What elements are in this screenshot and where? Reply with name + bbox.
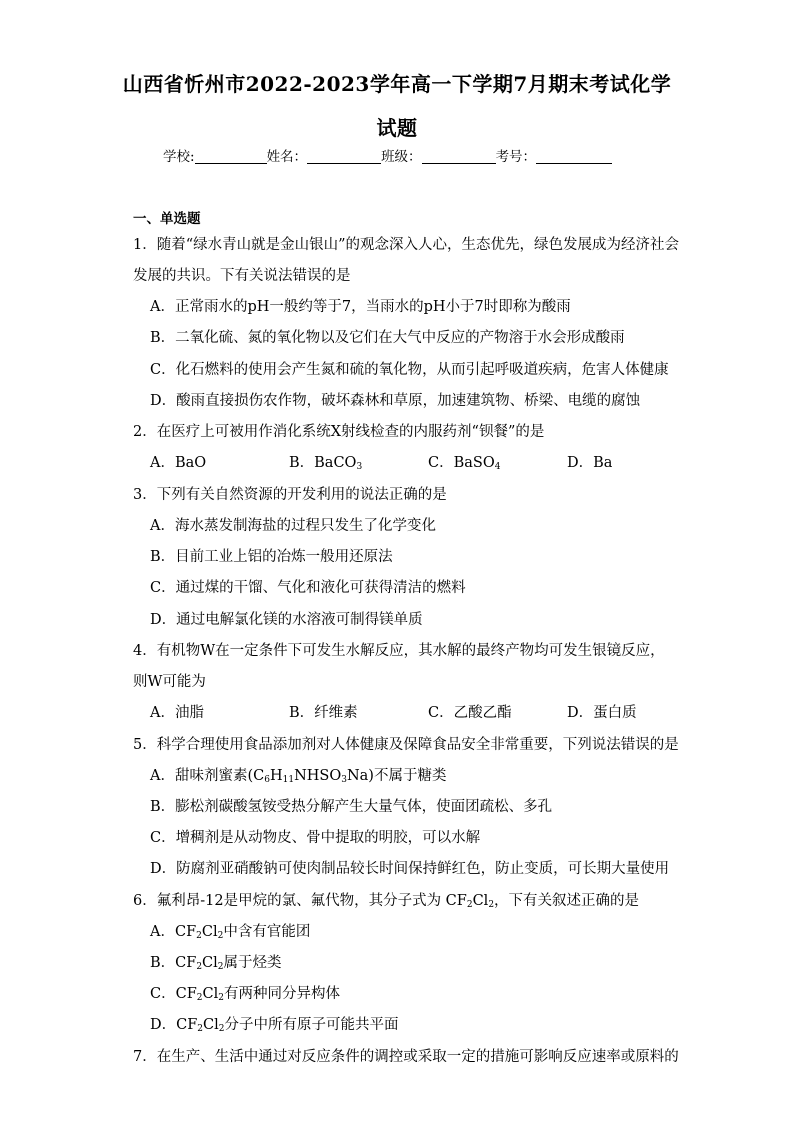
q4-option-a: A．油脂 <box>150 705 204 721</box>
number-label: 考号： <box>495 149 537 165</box>
class-label: 班级： <box>381 149 422 165</box>
q3-option-c: C．通过煤的干馏、气化和液化可获得清洁的燃料 <box>150 580 466 596</box>
q2-option-d: D．Ba <box>567 455 613 471</box>
q2-options <box>150 451 710 472</box>
q1-option-b: B．二氧化硫、氮的氧化物以及它们在大气中反应的产物溶于水会形成酸雨 <box>150 330 625 346</box>
class-blank[interactable] <box>422 149 496 164</box>
q4-option-c: C．乙酸乙酯 <box>428 705 512 721</box>
q5-stem: 5．科学合理使用食品添加剂对人体健康及保障食品安全非常重要，下列说法错误的是 <box>133 737 679 753</box>
q1-stem: 1．随着“绿水青山就是金山银山”的观念深入人心，生态优先，绿色发展成为经济社会 <box>133 237 680 253</box>
q5-option-c: C．增稠剂是从动物皮、骨中提取的明胶，可以水解 <box>150 830 481 846</box>
student-info-row <box>163 145 612 165</box>
school-label: 学校: <box>163 149 195 165</box>
q2-option-a: A．BaO <box>150 455 207 471</box>
section-title: 一、单选题 <box>133 211 201 227</box>
q5-option-b: B．膨松剂碳酸氢铵受热分解产生大量气体，使面团疏松、多孔 <box>150 799 553 815</box>
q1-option-c: C．化石燃料的使用会产生氮和硫的氧化物，从而引起呼吸道疾病，危害人体健康 <box>150 362 669 378</box>
q4-option-b: B．纤维素 <box>289 705 358 721</box>
number-blank[interactable] <box>536 149 612 164</box>
q4-option-d: D．蛋白质 <box>567 705 637 721</box>
q4-stem: 4．有机物W在一定条件下可发生水解反应，其水解的最终产物均可发生银镜反应， <box>133 643 665 659</box>
q3-option-d: D．通过电解氯化镁的水溶液可制得镁单质 <box>150 612 423 628</box>
exam-title-continued: 试题 <box>376 116 418 140</box>
q2-stem: 2．在医疗上可被用作消化系统X射线检查的内服药剂“钡餐”的是 <box>133 424 545 440</box>
q5-option-d: D．防腐剂亚硝酸钠可使肉制品较长时间保持鲜红色，防止变质，可长期大量使用 <box>150 861 670 877</box>
name-blank[interactable] <box>307 149 381 164</box>
q6-option-a: A．$CF_2Cl_2$中含有官能团 <box>150 924 311 941</box>
q7-stem: 7．在生产、生活中通过对反应条件的调控或采取一定的措施可影响反应速率或原料的 <box>133 1049 679 1065</box>
q1-stem-continued: 发展的共识。下有关说法错误的是 <box>133 268 351 284</box>
name-label: 姓名： <box>266 149 308 165</box>
q4-stem-continued: 则W可能为 <box>133 674 206 690</box>
q1-option-a: A．正常雨水的pH一般约等于7，当雨水的pH小于7时即称为酸雨 <box>150 299 571 315</box>
q6-option-d: D．$CF_2Cl_2$分子中所有原子可能共平面 <box>150 1017 399 1034</box>
q6-option-b: B．$CF_2Cl_2$属于烃类 <box>150 955 282 972</box>
exam-title: 山西省忻州市2022-2023学年高一下学期7月期末考试化学 <box>122 72 672 96</box>
q3-option-a: A．海水蒸发制海盐的过程只发生了化学变化 <box>150 518 436 534</box>
q2-option-c: C．BaSO$_4$ <box>428 455 501 472</box>
school-blank[interactable] <box>195 149 267 164</box>
q2-option-b: B．BaCO$_3$ <box>289 455 363 472</box>
q6-option-c: C．$CF_2Cl_2$有两种同分异构体 <box>150 986 340 1003</box>
q1-option-d: D．酸雨直接损伤农作物，破坏森林和草原，加速建筑物、桥梁、电缆的腐蚀 <box>150 393 641 409</box>
q5-option-a: A．甜味剂蜜素$(C_6H_{11}NHSO_3Na)$不属于糖类 <box>150 768 447 785</box>
q3-option-b: B．目前工业上铝的冶炼一般用还原法 <box>150 549 393 565</box>
q6-stem: 6．氟利昂-12是甲烷的氯、氟代物，其分子式为 $CF_2Cl_2$，下有关叙述正确的是 <box>133 893 640 910</box>
q4-options <box>150 701 710 722</box>
q3-stem: 3．下列有关自然资源的开发利用的说法正确的是 <box>133 487 447 503</box>
